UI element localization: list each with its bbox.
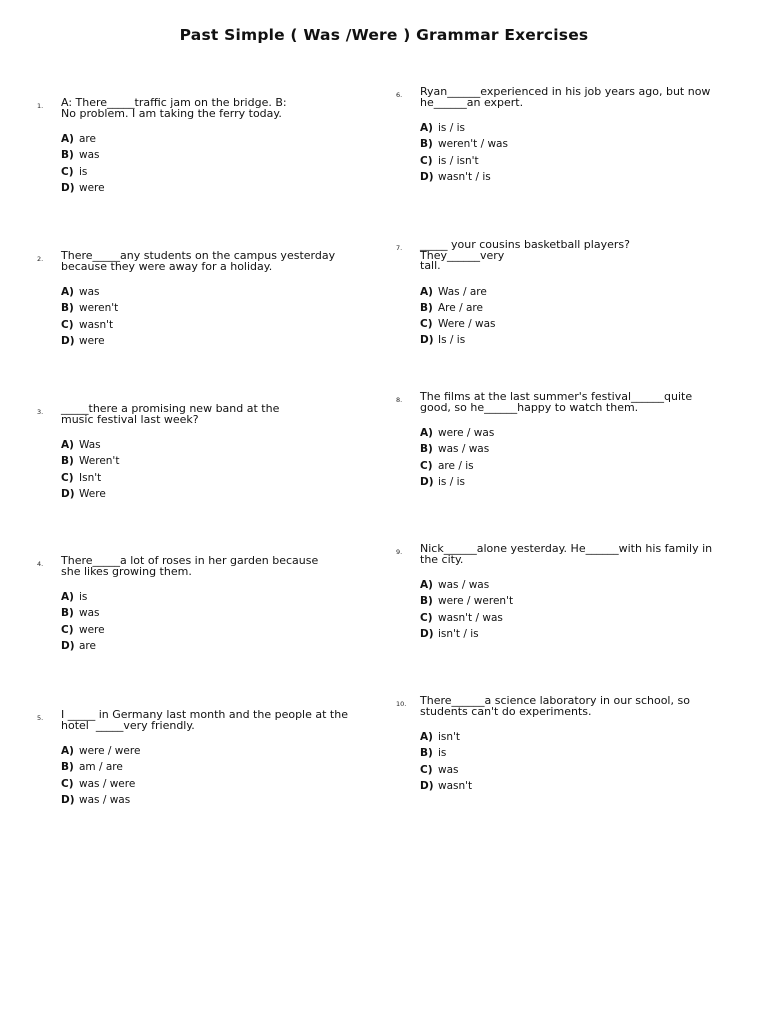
option-d[interactable] [420,474,716,490]
answer-options [61,589,357,654]
option-text: weren't / was [438,138,508,151]
option-b[interactable] [420,593,716,609]
option-letter: C) [61,471,74,484]
option-b[interactable] [61,453,357,469]
question-8 [396,392,716,490]
option-letter: C) [420,318,433,331]
option-text: are / is [438,459,474,472]
question-text: _____ your cousins basketball players? They______very tall. [420,238,630,272]
answer-options [61,743,357,808]
option-text: was / were [79,777,136,790]
option-c[interactable] [61,776,357,792]
option-text: isn't [438,731,461,743]
option-text: is / isn't [438,154,479,167]
option-letter: C) [420,763,433,776]
question-10 [396,696,716,794]
option-c[interactable] [61,317,357,333]
option-text: are [79,639,96,652]
option-letter: C) [61,623,74,636]
answer-options [420,120,716,185]
option-letter: D) [420,475,434,488]
question-number: 10. [396,700,407,708]
question-text: There______a science laboratory in our school, so students can't do experiments. [420,694,690,718]
option-letter: B) [61,149,74,162]
option-text: are [79,133,96,145]
question-number: 6. [396,91,403,99]
option-a[interactable] [61,131,357,147]
option-text: were / were [79,745,141,757]
question-text: There_____a lot of roses in her garden because she likes growing them. [61,554,319,578]
option-text: is / is [438,475,465,488]
option-d[interactable] [420,332,716,348]
option-a[interactable] [420,284,716,300]
option-letter: C) [61,318,74,331]
option-letter: B) [420,301,433,314]
option-letter: C) [420,611,433,624]
option-letter: A) [61,286,74,298]
option-text: Isn't [79,471,102,484]
option-c[interactable] [61,470,357,486]
option-letter: D) [61,639,75,652]
question-text: Ryan______experienced in his job years ago, but now he______an expert. [420,85,711,109]
option-letter: C) [61,165,74,178]
option-b[interactable] [420,136,716,152]
option-text: is [79,165,88,178]
option-letter: B) [420,747,433,760]
option-letter: A) [420,427,433,439]
option-text: were [79,181,105,194]
question-2 [37,251,357,349]
question-number: 4. [37,560,44,568]
option-text: wasn't / was [438,611,503,624]
question-4 [37,556,357,654]
answer-options [420,284,716,349]
option-text: was / was [79,793,131,806]
question-number: 2. [37,255,44,263]
question-text: _____there a promising new band at the music festival last week? [61,402,280,426]
option-text: were / was [438,427,495,439]
option-c[interactable] [420,153,716,169]
option-text: wasn't [79,318,114,331]
option-text: Is / is [438,334,466,347]
question-number: 1. [37,102,44,110]
option-text: Were [79,487,106,500]
option-letter: B) [61,455,74,468]
option-c[interactable] [420,458,716,474]
option-letter: A) [420,731,433,743]
option-text: am / are [79,761,123,774]
option-letter: C) [420,459,433,472]
option-d[interactable] [420,169,716,185]
option-letter: D) [61,334,75,347]
answer-options [61,131,357,196]
option-text: wasn't / is [438,170,491,183]
option-c[interactable] [420,610,716,626]
option-d[interactable] [61,333,357,349]
option-b[interactable] [420,441,716,457]
question-number: 5. [37,714,44,722]
question-3 [37,404,357,502]
option-c[interactable] [420,762,716,778]
option-letter: B) [61,761,74,774]
option-b[interactable] [61,300,357,316]
option-text: weren't [79,302,119,315]
option-letter: D) [61,793,75,806]
option-letter: D) [420,779,434,792]
question-1 [37,98,357,196]
answer-options [61,284,357,349]
question-7 [396,240,716,349]
option-letter: B) [420,595,433,608]
option-letter: A) [61,591,74,603]
option-d[interactable] [420,626,716,642]
option-d[interactable] [61,792,357,808]
option-text: was [79,607,100,620]
option-c[interactable] [420,316,716,332]
option-letter: B) [61,302,74,315]
option-letter: D) [61,181,75,194]
question-number: 3. [37,408,44,416]
option-letter: B) [61,607,74,620]
option-d[interactable] [61,180,357,196]
option-text: wasn't [438,779,473,792]
option-text: was [438,763,459,776]
option-letter: A) [61,133,74,145]
option-d[interactable] [61,638,357,654]
option-text: Weren't [79,455,120,468]
option-b[interactable] [420,300,716,316]
page-title: Past Simple ( Was /Were ) Grammar Exercises [179,26,589,44]
option-text: isn't / is [438,627,479,640]
question-text: The films at the last summer's festival______quite good, so he______happy to watch them. [420,390,693,414]
option-text: was / was [438,443,490,456]
option-a[interactable] [420,577,716,593]
option-b[interactable] [61,759,357,775]
option-letter: A) [420,122,433,134]
option-c[interactable] [61,164,357,180]
option-letter: C) [61,777,74,790]
option-text: was / was [438,579,490,591]
option-text: were [79,334,105,347]
option-letter: A) [420,285,433,298]
option-letter: B) [420,138,433,151]
question-text: There_____any students on the campus yesterday because they were away for a holiday. [61,249,336,273]
option-d[interactable] [61,486,357,502]
question-number: 9. [396,548,403,556]
option-letter: D) [420,627,434,640]
question-number: 8. [396,396,403,404]
answer-options [420,425,716,490]
option-a[interactable] [420,120,716,136]
option-letter: D) [61,487,75,500]
option-b[interactable] [61,605,357,621]
option-text: Are / are [438,301,483,314]
option-letter: D) [420,334,434,347]
option-letter: A) [61,439,74,451]
option-text: is / is [438,122,465,134]
question-9 [396,544,716,642]
option-a[interactable] [61,284,357,300]
option-letter: D) [420,170,434,183]
option-text: Was [79,439,101,451]
answer-options [61,437,357,502]
option-a[interactable] [420,729,716,745]
option-d[interactable] [420,778,716,794]
option-letter: A) [420,579,433,591]
option-text: was [79,286,100,298]
option-b[interactable] [420,745,716,761]
option-a[interactable] [61,437,357,453]
answer-options [420,729,716,794]
option-b[interactable] [61,147,357,163]
question-text: Nick______alone yesterday. He______with his family in the city. [420,542,713,566]
question-6 [396,87,716,185]
option-a[interactable] [61,743,357,759]
question-number: 7. [396,244,403,252]
option-text: were / weren't [438,595,514,608]
option-text: is [79,591,88,603]
question-text: A: There_____traffic jam on the bridge. B: No problem. I am taking the ferry today. [61,96,287,120]
option-text: Was / are [438,285,487,298]
option-letter: B) [420,443,433,456]
question-5 [37,710,357,808]
question-text: I _____ in Germany last month and the people at the hotel _____very friendly. [61,708,348,732]
option-letter: A) [61,745,74,757]
option-a[interactable] [420,425,716,441]
option-text: was [79,149,100,162]
option-text: were [79,623,105,636]
option-text: is [438,747,447,760]
option-letter: C) [420,154,433,167]
option-a[interactable] [61,589,357,605]
option-c[interactable] [61,622,357,638]
answer-options [420,577,716,642]
option-text: Were / was [438,318,496,331]
